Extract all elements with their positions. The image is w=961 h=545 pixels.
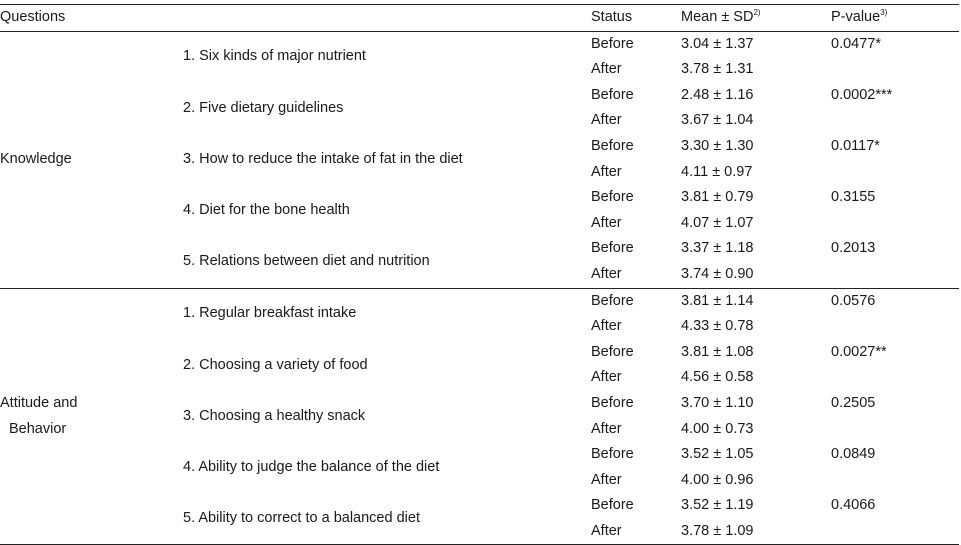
header-mean-label: Mean ± SD — [681, 9, 754, 25]
header-pvalue — [831, 5, 959, 32]
mean-sd-cell: 3.30 ± 1.30 — [681, 137, 754, 154]
status-cell: Before — [591, 137, 634, 154]
status-cell: Before — [591, 497, 634, 514]
p-value-cell: 0.0117* — [831, 137, 880, 154]
header-status — [591, 5, 681, 32]
question-cell: 1. Regular breakfast intake — [183, 305, 357, 322]
table-body — [0, 31, 959, 545]
mean-sd-cell: 4.11 ± 0.97 — [681, 163, 753, 180]
mean-sd-cell: 2.48 ± 1.16 — [681, 86, 754, 103]
mean-sd-cell: 3.78 ± 1.31 — [681, 61, 754, 78]
status-cell: After — [591, 318, 622, 335]
question-cell: 2. Five dietary guidelines — [183, 99, 344, 116]
table-header — [0, 5, 959, 32]
mean-sd-cell: 4.00 ± 0.96 — [681, 471, 754, 488]
mean-sd-cell: 3.52 ± 1.05 — [681, 446, 754, 463]
status-cell: After — [591, 471, 622, 488]
status-cell: After — [591, 519, 681, 545]
mean-sd-cell: 3.78 ± 1.09 — [681, 519, 831, 545]
category-cell — [0, 31, 183, 288]
question-cell: 4. Ability to judge the balance of the diet — [183, 458, 440, 475]
header-pvalue-footnote: 3) — [880, 8, 888, 17]
p-value-cell: 0.2505 — [831, 394, 876, 411]
mean-sd-cell: 4.56 ± 0.58 — [681, 369, 754, 386]
status-cell: Before — [591, 292, 634, 309]
status-cell: Before — [591, 446, 634, 463]
question-cell: 3. Choosing a healthy snack — [183, 407, 366, 424]
status-cell: After — [591, 112, 622, 129]
category-label-line2: Behavior — [9, 420, 67, 437]
p-value-cell: 0.0002*** — [831, 86, 893, 103]
question-cell: 2. Choosing a variety of food — [183, 356, 368, 373]
p-value-cell: 0.0027** — [831, 343, 887, 360]
status-cell: After — [591, 262, 681, 288]
mean-sd-cell: 3.67 ± 1.04 — [681, 112, 754, 129]
header-pvalue-label: P-value — [831, 9, 881, 25]
status-cell: After — [591, 420, 622, 437]
p-value-cell: 0.0849 — [831, 446, 876, 463]
question-cell: 1. Six kinds of major nutrient — [183, 48, 366, 65]
status-cell: After — [591, 369, 622, 386]
category-label-line1: Attitude and — [0, 394, 78, 411]
question-cell: 4. Diet for the bone health — [183, 201, 350, 218]
question-cell: 5. Relations between diet and nutrition — [183, 236, 591, 288]
mean-sd-cell: 3.52 ± 1.19 — [681, 497, 754, 514]
mean-sd-cell: 4.33 ± 0.78 — [681, 318, 754, 335]
mean-sd-cell: 4.00 ± 0.73 — [681, 420, 754, 437]
mean-sd-cell: 3.81 ± 1.14 — [681, 292, 754, 309]
category-label-line1: Knowledge — [0, 150, 72, 167]
p-value-cell: 0.0477* — [831, 35, 882, 52]
results-table — [0, 4, 959, 545]
mean-sd-cell: 3.81 ± 1.08 — [681, 343, 754, 360]
mean-sd-cell: 3.70 ± 1.10 — [681, 394, 754, 411]
status-cell: Before — [591, 189, 634, 206]
mean-sd-cell: 4.07 ± 1.07 — [681, 214, 754, 231]
p-value-cell: 0.0576 — [831, 292, 876, 309]
header-status-label: Status — [591, 9, 633, 25]
p-value-cell: 0.4066 — [831, 493, 959, 545]
header-mean-footnote: 2) — [753, 8, 761, 17]
status-cell: Before — [591, 35, 634, 52]
p-value-cell: 0.2013 — [831, 236, 959, 288]
header-questions-label: Questions — [0, 9, 66, 25]
header-mean — [681, 5, 831, 32]
p-value-cell: 0.3155 — [831, 189, 876, 206]
status-cell: Before — [591, 86, 634, 103]
status-cell: After — [591, 214, 622, 231]
status-cell: Before — [591, 394, 634, 411]
status-cell: After — [591, 163, 622, 180]
status-cell: Before — [591, 343, 634, 360]
mean-sd-cell: 3.74 ± 0.90 — [681, 262, 831, 288]
status-cell: Before — [591, 240, 634, 257]
mean-sd-cell: 3.04 ± 1.37 — [681, 35, 754, 52]
mean-sd-cell: 3.81 ± 0.79 — [681, 189, 754, 206]
question-cell: 3. How to reduce the intake of fat in the diet — [183, 150, 463, 167]
category-cell — [0, 288, 183, 545]
table-row-before — [0, 31, 959, 57]
mean-sd-cell: 3.37 ± 1.18 — [681, 240, 754, 257]
header-questions — [0, 5, 591, 32]
status-cell: After — [591, 61, 622, 78]
question-cell: 5. Ability to correct to a balanced diet — [183, 493, 591, 545]
table-row-before — [0, 288, 959, 314]
